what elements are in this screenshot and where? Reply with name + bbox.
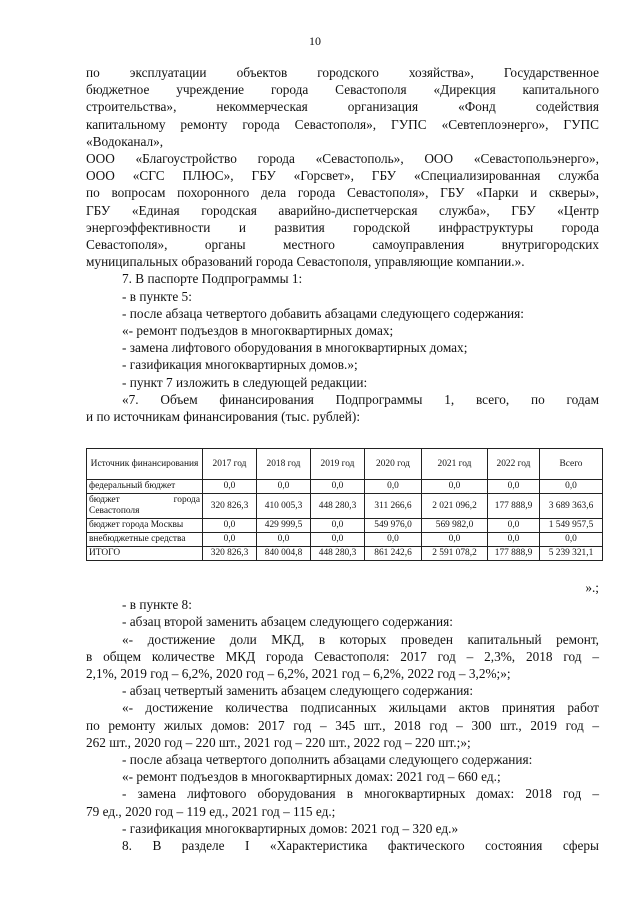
row-label: бюджет города Москвы	[87, 519, 203, 533]
table-cell: 177 888,9	[488, 494, 540, 519]
table-cell: 0,0	[311, 519, 365, 533]
table-row	[87, 494, 603, 519]
top-paragraph-line: ГБУ «Единая городская аварийно-диспетчерская служба», ГБУ «Центр	[86, 202, 599, 218]
table-cell: 448 280,3	[311, 547, 365, 561]
table-row	[87, 480, 603, 494]
bottom-paragraph-line: 8. В разделе I «Характеристика фактического состояния сферы	[122, 838, 599, 854]
top-paragraph-line: 7. В паспорте Подпрограммы 1:	[122, 271, 303, 287]
table-cell: 0,0	[365, 533, 422, 547]
bottom-paragraph-line: в общем количестве МКД города Севастополя: 2017 год – 2,3%, 2018 год –	[86, 648, 599, 664]
top-paragraph-line: Севастополя», органы местного самоуправления внутригородских	[86, 237, 599, 253]
header-total: Всего	[540, 449, 603, 480]
bottom-paragraph-line: 2,1%, 2019 год – 6,2%, 2020 год – 6,2%, 2021 год – 6,2%, 2022 год – 3,2%;»;	[86, 666, 511, 682]
top-paragraph-line: - замена лифтового оборудования в многоквартирных домах;	[122, 340, 468, 356]
bottom-paragraph-line: «- достижение количества подписанных жильцами актов принятия работ	[122, 700, 599, 716]
top-paragraph-line: по эксплуатации объектов городского хозяйства», Государственное	[86, 65, 599, 80]
table-cell: 840 004,8	[257, 547, 311, 561]
text-block-top	[86, 64, 599, 425]
top-paragraph-line: ООО «СГС ПЛЮС», ГБУ «Горсвет», ГБУ «Специализированная служба	[86, 168, 599, 184]
header-2017: 2017 год	[203, 449, 257, 480]
table-cell: 0,0	[365, 480, 422, 494]
table-cell: 0,0	[488, 480, 540, 494]
top-paragraph-line: - в пункте 5:	[122, 288, 192, 304]
table-cell: 0,0	[488, 533, 540, 547]
row-label	[87, 494, 203, 519]
table-cell: 0,0	[311, 480, 365, 494]
table-cell: 861 242,6	[365, 547, 422, 561]
table-cell: 1 549 957,5	[540, 519, 603, 533]
table-cell: 429 999,5	[257, 519, 311, 533]
page-number: 10	[309, 34, 321, 48]
table-closing-mark: ».;	[585, 580, 599, 595]
table-cell: 0,0	[540, 480, 603, 494]
table-cell: 5 239 321,1	[540, 547, 603, 561]
top-paragraph-line: бюджетное учреждение города Севастополя «Дирекция капитального	[86, 82, 599, 98]
table-cell: 0,0	[203, 533, 257, 547]
table-row	[87, 547, 603, 561]
table-cell: 0,0	[311, 533, 365, 547]
table-cell: 0,0	[422, 480, 488, 494]
financing-table	[86, 448, 603, 561]
table-cell: 2 021 096,2	[422, 494, 488, 519]
top-paragraph-line: по вопросам похоронного дела города Севастополя», ГБУ «Парки и скверы»,	[86, 185, 599, 201]
bottom-paragraph-line: 79 ед., 2020 год – 119 ед., 2021 год – 115 ед.;	[86, 803, 336, 819]
table-cell: 410 005,3	[257, 494, 311, 519]
top-paragraph-line: - после абзаца четвертого добавить абзацами следующего содержания:	[122, 305, 524, 321]
table-row	[87, 519, 603, 533]
table-cell: 448 280,3	[311, 494, 365, 519]
table-cell: 569 982,0	[422, 519, 488, 533]
top-paragraph-line: строительства», некоммерческая организация «Фонд содействия	[86, 99, 599, 115]
header-source: Источник финансирования	[87, 449, 203, 480]
top-paragraph-line: «Водоканал»,	[86, 133, 164, 149]
top-paragraph-line: капитальному ремонту города Севастополя», ГУПС «Севтеплоэнерго», ГУПС	[86, 116, 599, 132]
row-label-left: бюджет	[89, 495, 120, 505]
row-label: внебюджетные средства	[87, 533, 203, 547]
bottom-paragraph-line: 262 шт., 2020 год – 220 шт., 2021 год – 220 шт., 2022 год – 220 шт.;»;	[86, 734, 471, 750]
row-label-line2: Севастополя	[89, 506, 140, 516]
header-2021: 2021 год	[422, 449, 488, 480]
table-header-row	[87, 449, 603, 480]
table-cell: 0,0	[203, 480, 257, 494]
bottom-paragraph-line: - абзац второй заменить абзацем следующего содержания:	[122, 614, 453, 630]
text-block-bottom	[86, 579, 599, 854]
top-paragraph-line: муниципальных образований города Севастополя, управляющие компании.».	[86, 254, 525, 270]
row-label: федеральный бюджет	[87, 480, 203, 494]
header-2020: 2020 год	[365, 449, 422, 480]
top-paragraph-line: - пункт 7 изложить в следующей редакции:	[122, 374, 368, 390]
top-paragraph-line: ООО «Благоустройство города «Севастополь», ООО «Севастопольэнерго»,	[86, 151, 599, 167]
row-label-right: города	[173, 495, 200, 505]
table-cell: 177 888,9	[488, 547, 540, 561]
top-paragraph-line: - газификация многоквартирных домов.»;	[122, 357, 358, 373]
bottom-paragraph-line: - абзац четвертый заменить абзацем следующего содержания:	[122, 683, 474, 699]
top-paragraph-line: «7. Объем финансирования Подпрограммы 1, всего, по годам	[122, 391, 599, 407]
table-cell: 311 266,6	[365, 494, 422, 519]
table-cell: 320 826,3	[203, 547, 257, 561]
bottom-paragraph-line: - замена лифтового оборудования в многоквартирных домах: 2018 год –	[122, 786, 599, 802]
header-2022: 2022 год	[488, 449, 540, 480]
bottom-paragraph-line: по ремонту жилых домов: 2017 год – 345 шт., 2018 год – 300 шт., 2019 год –	[86, 717, 599, 733]
table-cell: 0,0	[488, 519, 540, 533]
top-paragraph-line: энергоэффективности и развития городской инфраструктуры города	[86, 219, 599, 235]
row-label: ИТОГО	[87, 547, 203, 561]
header-2018: 2018 год	[257, 449, 311, 480]
table-cell: 0,0	[257, 533, 311, 547]
header-2019: 2019 год	[311, 449, 365, 480]
bottom-paragraph-line: - газификация многоквартирных домов: 2021 год – 320 ед.»	[122, 820, 459, 836]
top-paragraph-line: и по источникам финансирования (тыс. рублей):	[86, 409, 361, 425]
bottom-paragraph-line: «- достижение доли МКД, в которых проведен капитальный ремонт,	[122, 631, 599, 647]
table-cell: 0,0	[422, 533, 488, 547]
bottom-paragraph-line: - в пункте 8:	[122, 597, 192, 613]
bottom-paragraph-line: - после абзаца четвертого дополнить абзацами следующего содержания:	[122, 752, 533, 768]
table-cell: 0,0	[257, 480, 311, 494]
table-cell: 320 826,3	[203, 494, 257, 519]
table-cell: 549 976,0	[365, 519, 422, 533]
table-row	[87, 533, 603, 547]
table-cell: 0,0	[540, 533, 603, 547]
table-cell: 3 689 363,6	[540, 494, 603, 519]
table-cell: 2 591 078,2	[422, 547, 488, 561]
table-cell: 0,0	[203, 519, 257, 533]
top-paragraph-line: «- ремонт подъездов в многоквартирных домах;	[122, 323, 394, 339]
bottom-paragraph-line: «- ремонт подъездов в многоквартирных домах: 2021 год – 660 ед.;	[122, 769, 501, 785]
